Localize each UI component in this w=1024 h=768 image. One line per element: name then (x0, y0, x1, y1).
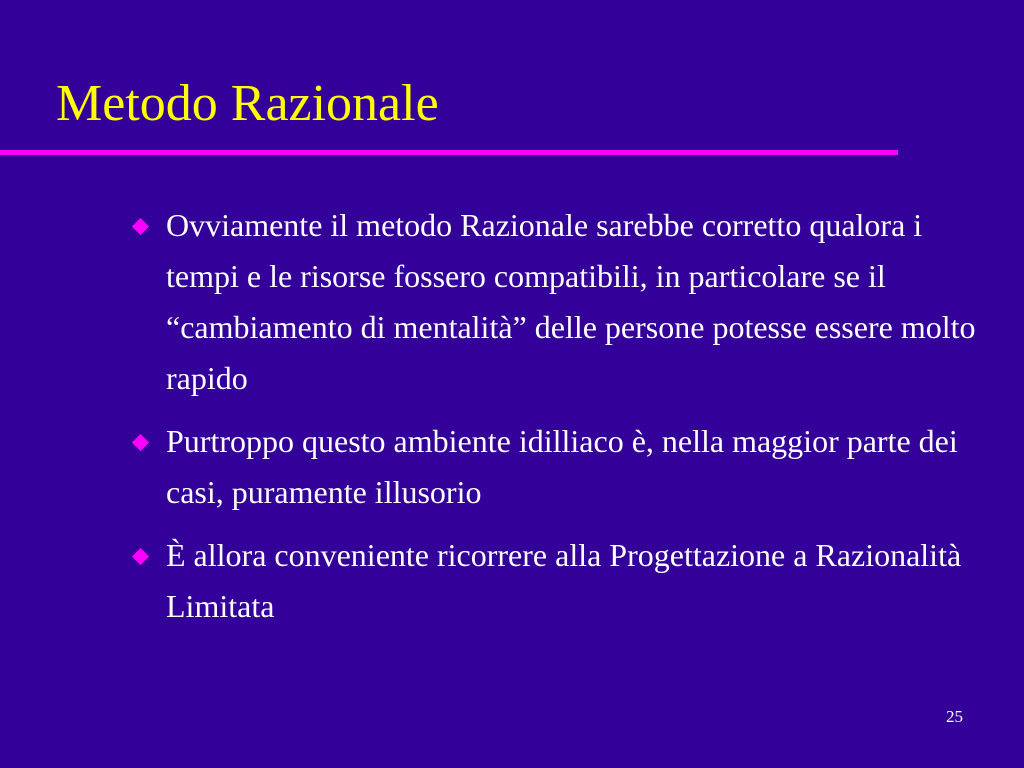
bullet-item (130, 416, 980, 518)
diamond-bullet-icon (132, 548, 149, 565)
title-underline (0, 150, 898, 155)
bullet-text: È allora conveniente ricorrere alla Progettazione a Razionalità Limitata (166, 537, 962, 624)
bullet-text: Ovviamente il metodo Razionale sarebbe corretto qualora i tempi e le risorse fossero compatibili, in particolare se il “cambiamento di mentalità” delle persone potesse essere molto rapido (166, 207, 976, 396)
slide-title: Metodo Razionale (56, 75, 439, 132)
diamond-bullet-icon (132, 218, 149, 235)
bullet-item (130, 530, 980, 632)
bullet-text: Purtroppo questo ambiente idilliaco è, nella maggior parte dei casi, puramente illusorio (166, 423, 958, 510)
slide-number: 25 (946, 707, 963, 726)
bullet-item (130, 200, 980, 404)
bullet-list (130, 200, 980, 644)
diamond-bullet-icon (132, 434, 149, 451)
